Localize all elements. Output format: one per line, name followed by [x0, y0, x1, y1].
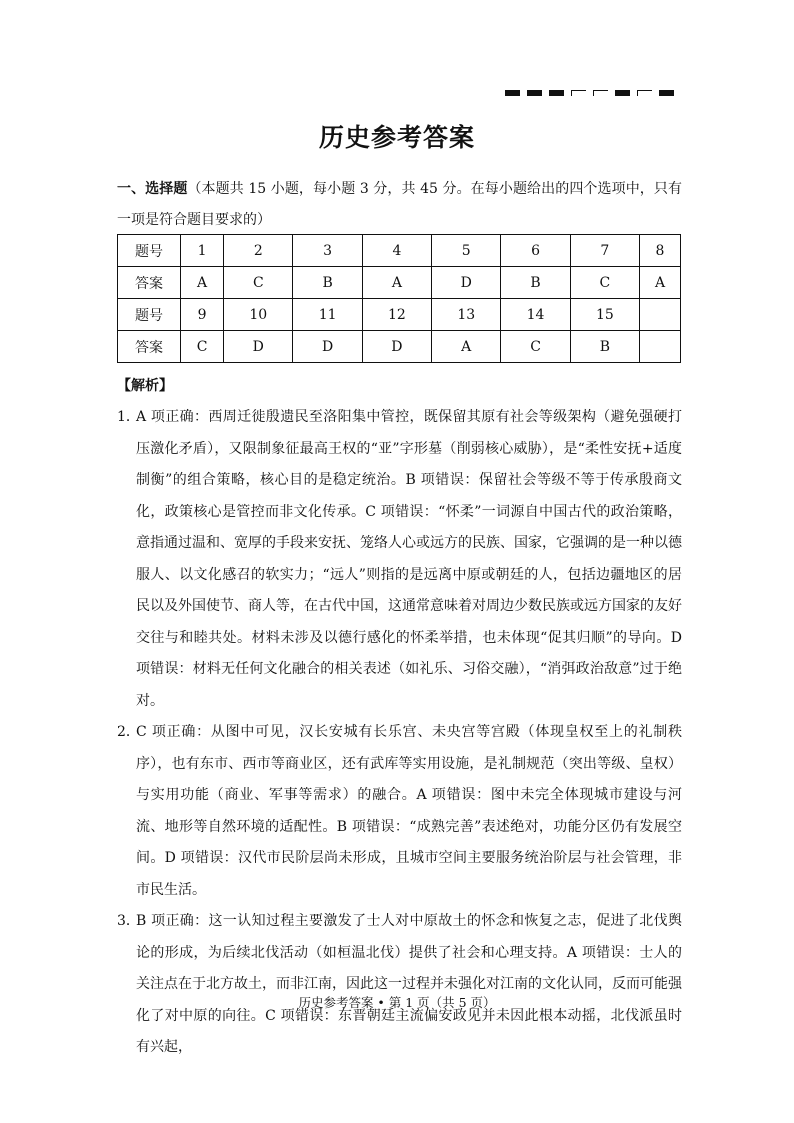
answer-table-row — [118, 299, 681, 331]
answer-table-row — [118, 267, 681, 299]
answer-cell: B — [293, 267, 362, 299]
answer-cell: D — [432, 267, 501, 299]
analysis-item — [117, 906, 682, 1064]
answer-cell: 5 — [432, 235, 501, 267]
answer-table-row — [118, 331, 681, 363]
row-label-cell: 答案 — [118, 331, 181, 363]
item-number: 1． — [117, 409, 140, 425]
answer-cell: D — [362, 331, 431, 363]
section-instruction: （本题共 15 小题，每小题 3 分，共 45 分。在每小题给出的四个选项中，只有一项是符合题目要求的） — [117, 181, 682, 228]
answer-cell: 2 — [224, 235, 293, 267]
answer-cell: A — [640, 267, 681, 299]
answer-cell: D — [224, 331, 293, 363]
code-mark-hollow — [593, 90, 608, 96]
answer-cell: 12 — [362, 299, 431, 331]
answer-cell: C — [224, 267, 293, 299]
answer-cell: 15 — [570, 299, 639, 331]
item-number: 2． — [117, 724, 140, 740]
corner-code-marks — [505, 90, 683, 98]
answer-cell: A — [432, 331, 501, 363]
answer-cell: 1 — [181, 235, 224, 267]
analysis-heading: 【解析】 — [117, 378, 173, 394]
item-text: A 项正确：西周迁徙殷遗民至洛阳集中管控，既保留其原有社会等级架构（避免强硬打压激化矛盾），又限制象征最高王权的“亚”字形墓（削弱核心威胁），是“柔性安抚+适度制衡”的组合策略，核心目的是稳定统治。B 项错误：保留社会等级不等于传承殷商文化，政策核心是管控而非文化传承。C 项错误：“怀柔”一词源自中国古代的政治策略，意指通过温和、宽厚的手段来安抚、笼络人心或远方的民族、国家，它强调的是一种以德服人、以文化感召的软实力；“远人”则指的是远离中原或朝廷的人，包括边疆地区的居民以及外国使节、商人等，在古代中国，这通常意味着对周边少数民族或远方国家的友好交往与和睦共处。材料未涉及以德行感化的怀柔举措，也未体现“促其归顺”的导向。D 项错误：材料无任何文化融合的相关表述（如礼乐、习俗交融），“消弭政治敌意”过于绝对。 — [136, 409, 682, 709]
answer-table-row — [118, 235, 681, 267]
answer-cell: B — [501, 267, 570, 299]
answer-cell: 10 — [224, 299, 293, 331]
answer-cell — [640, 331, 681, 363]
item-text: C 项正确：从图中可见，汉长安城有长乐宫、未央宫等宫殿（体现皇权至上的礼制秩序），也有东市、西市等商业区，还有武库等实用设施，是礼制规范（突出等级、皇权）与实用功能（商业、军事等需求）的融合。A 项错误：图中未完全体现城市建设与河流、地形等自然环境的适配性。B 项错误：“成熟完善”表述绝对，功能分区仍有发展空间。D 项错误：汉代市民阶层尚未形成，且城市空间主要服务统治阶层与社会管理，非市民生活。 — [136, 724, 682, 898]
answer-cell: 4 — [362, 235, 431, 267]
row-label-cell: 题号 — [118, 235, 181, 267]
answer-cell: 14 — [501, 299, 570, 331]
code-mark-filled — [615, 90, 630, 96]
answer-cell: C — [501, 331, 570, 363]
answer-table — [117, 234, 681, 363]
answer-cell: 9 — [181, 299, 224, 331]
analysis-item — [117, 402, 682, 717]
item-number: 3． — [117, 913, 140, 929]
code-mark-filled — [505, 90, 520, 96]
section-intro — [117, 174, 682, 236]
page-footer: 历史参考答案 • 第 1 页（共 5 页） — [298, 995, 496, 1010]
code-mark-filled — [527, 90, 542, 96]
answer-cell: 8 — [640, 235, 681, 267]
analysis-list — [117, 402, 682, 1064]
item-text: B 项正确：这一认知过程主要激发了士人对中原故土的怀念和恢复之志，促进了北伐舆论的形成，为后续北伐活动（如桓温北伐）提供了社会和心理支持。A 项错误：士人的关注点在于北方故土，而非江南，因此这一过程并未强化对江南的文化认同，反而可能强化了对中原的向往。C 项错误：东晋朝廷主流偏安政见并未因此根本动摇，北伐派虽时有兴起， — [136, 913, 682, 1055]
answer-cell: C — [570, 267, 639, 299]
answer-cell: D — [293, 331, 362, 363]
answer-cell: 13 — [432, 299, 501, 331]
answer-cell: A — [181, 267, 224, 299]
answer-cell: A — [362, 267, 431, 299]
code-mark-hollow — [571, 90, 586, 96]
answer-cell: C — [181, 331, 224, 363]
code-mark-filled — [659, 90, 674, 96]
code-mark-filled — [549, 90, 564, 96]
answer-cell — [640, 299, 681, 331]
section-heading: 一、选择题 — [117, 181, 188, 197]
answer-cell: B — [570, 331, 639, 363]
page-title: 历史参考答案 — [318, 123, 475, 152]
row-label-cell: 答案 — [118, 267, 181, 299]
answer-cell: 3 — [293, 235, 362, 267]
row-label-cell: 题号 — [118, 299, 181, 331]
answer-cell: 6 — [501, 235, 570, 267]
code-mark-hollow — [637, 90, 652, 96]
answer-cell: 11 — [293, 299, 362, 331]
answer-cell: 7 — [570, 235, 639, 267]
analysis-item — [117, 717, 682, 906]
